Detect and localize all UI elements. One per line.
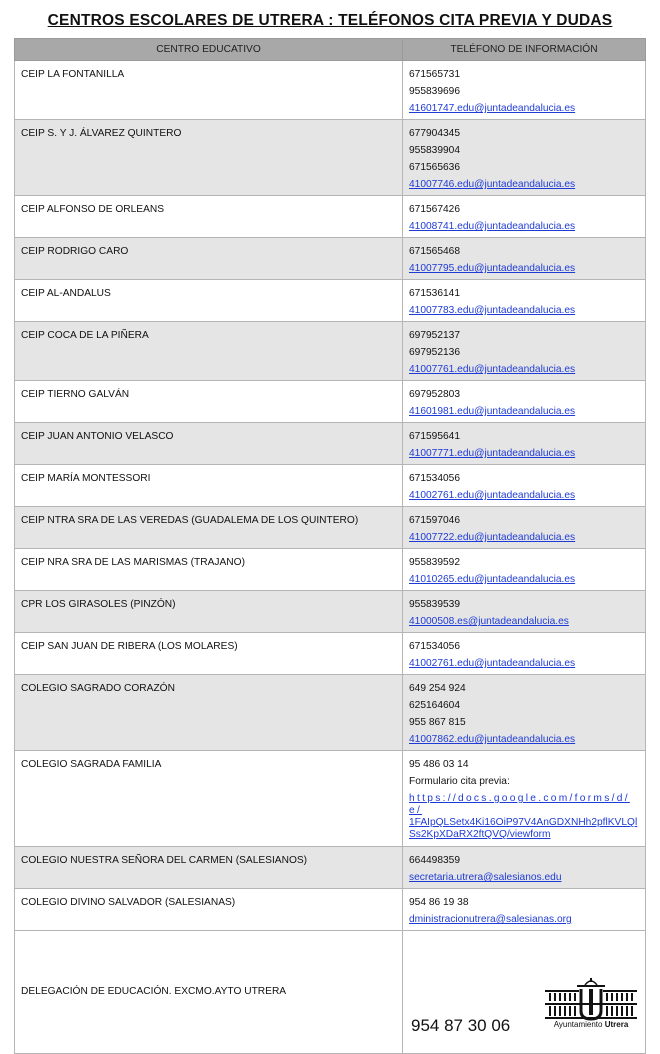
table-row: [15, 847, 646, 889]
ayuntamiento-logo: [543, 977, 639, 1033]
table-row: [15, 322, 646, 381]
table-header-row: [15, 39, 646, 61]
email-link[interactable]: 41007746.edu@juntadeandalucia.es: [409, 179, 576, 190]
center-name: COLEGIO SAGRADA FAMILIA: [21, 759, 162, 770]
phone-cell: [403, 931, 646, 1054]
phone-cell: [403, 889, 646, 931]
center-name: CEIP TIERNO GALVÁN: [21, 389, 130, 400]
center-cell: [15, 591, 403, 633]
phone-cell: [403, 591, 646, 633]
table-row: [15, 196, 646, 238]
logo-text-ayuntamiento: Ayuntamiento: [553, 1020, 603, 1029]
center-cell: [15, 507, 403, 549]
page-title: CENTROS ESCOLARES DE UTRERA : TELÉFONOS CITA PREVIA Y DUDAS: [47, 12, 613, 29]
center-cell: [15, 931, 403, 1054]
table-row: [15, 238, 646, 280]
phone-number: 697952137: [409, 330, 460, 341]
table-row: [15, 465, 646, 507]
table-row: [15, 381, 646, 423]
phone-number: 671534056: [409, 641, 460, 652]
center-cell: [15, 889, 403, 931]
center-cell: [15, 847, 403, 889]
email-link[interactable]: 41007783.edu@juntadeandalucia.es: [409, 305, 576, 316]
phone-cell: [403, 280, 646, 322]
phone-number: 671565731: [409, 69, 460, 80]
table-row: [15, 120, 646, 196]
phone-number: 697952803: [409, 389, 460, 400]
center-cell: [15, 280, 403, 322]
logo-text-utrera: Utrera: [604, 1020, 629, 1029]
schools-table: [14, 38, 646, 1054]
phone-number: 954 86 19 38: [409, 897, 469, 908]
email-link[interactable]: dministracionutrera@salesianas.org: [409, 914, 572, 925]
phone-number: 625164604: [409, 700, 460, 711]
phone-cell: [403, 423, 646, 465]
table-row: [15, 751, 646, 847]
phone-cell: [403, 507, 646, 549]
table-row: [15, 675, 646, 751]
phone-cell: [403, 61, 646, 120]
center-name: CEIP MARÍA MONTESSORI: [21, 473, 151, 484]
center-name: CEIP JUAN ANTONIO VELASCO: [21, 431, 174, 442]
phone-cell: [403, 381, 646, 423]
center-cell: [15, 675, 403, 751]
center-cell: [15, 381, 403, 423]
email-link[interactable]: 41000508.es@juntadeandalucia.es: [409, 616, 569, 627]
email-link[interactable]: secretaria.utrera@salesianos.edu: [409, 872, 562, 883]
center-name: COLEGIO DIVINO SALVADOR (SALESIANAS): [21, 897, 236, 908]
center-cell: [15, 633, 403, 675]
center-name: COLEGIO NUESTRA SEÑORA DEL CARMEN (SALESIANOS): [21, 855, 308, 866]
email-link[interactable]: 41007795.edu@juntadeandalucia.es: [409, 263, 576, 274]
center-name: CEIP ALFONSO DE ORLEANS: [21, 204, 165, 215]
center-cell: [15, 465, 403, 507]
phone-number: 955 867 815: [409, 717, 466, 728]
phone-number: 95 486 03 14: [409, 759, 469, 770]
phone-cell: [403, 465, 646, 507]
phone-cell: [403, 238, 646, 280]
phone-number: 671595641: [409, 431, 460, 442]
email-link[interactable]: 41002761.edu@juntadeandalucia.es: [409, 658, 576, 669]
center-name: CEIP AL-ANDALUS: [21, 288, 111, 299]
center-name: CEIP NTRA SRA DE LAS VEREDAS (GUADALEMA DE LOS QUINTERO): [21, 515, 359, 526]
phone-number: 671534056: [409, 473, 460, 484]
phone-number: 955839696: [409, 86, 460, 97]
email-link[interactable]: 41002761.edu@juntadeandalucia.es: [409, 490, 576, 501]
email-link[interactable]: 41008741.edu@juntadeandalucia.es: [409, 221, 576, 232]
center-cell: [15, 423, 403, 465]
center-name: CPR LOS GIRASOLES (PINZÓN): [21, 599, 176, 610]
phone-number: 677904345: [409, 128, 460, 139]
email-link[interactable]: 41601981.edu@juntadeandalucia.es: [409, 406, 576, 417]
header-phone: TELÉFONO DE INFORMACIÓN: [403, 39, 646, 61]
center-cell: [15, 120, 403, 196]
phone-number: 671565636: [409, 162, 460, 173]
phone-cell: [403, 120, 646, 196]
center-cell: [15, 751, 403, 847]
form-link-continued[interactable]: 1FAIpQLSetx4Ki16OiP97V4AnGDXNHh2pflKVLQlSs2KpXDaRX2ftQVQ/viewform: [409, 817, 638, 840]
phone-number: 671597046: [409, 515, 460, 526]
email-link[interactable]: 41010265.edu@juntadeandalucia.es: [409, 574, 576, 585]
phone-cell: [403, 847, 646, 889]
center-cell: [15, 196, 403, 238]
form-link[interactable]: https://docs.google.com/forms/d/e/: [409, 793, 630, 816]
center-name: CEIP SAN JUAN DE RIBERA (LOS MOLARES): [21, 641, 238, 652]
phone-cell: [403, 751, 646, 847]
town-hall-icon: [543, 977, 639, 1021]
center-name: CEIP LA FONTANILLA: [21, 69, 125, 80]
phone-number: 697952136: [409, 347, 460, 358]
table-row: [15, 280, 646, 322]
table-body: [15, 61, 646, 931]
center-cell: [15, 61, 403, 120]
table-row: [15, 549, 646, 591]
phone-cell: [403, 196, 646, 238]
phone-cell: [403, 549, 646, 591]
table-row: [15, 507, 646, 549]
center-name: CEIP COCA DE LA PIÑERA: [21, 330, 149, 341]
email-link[interactable]: 41007862.edu@juntadeandalucia.es: [409, 734, 576, 745]
header-center: CENTRO EDUCATIVO: [15, 39, 403, 61]
table-row: [15, 633, 646, 675]
table-row: [15, 889, 646, 931]
email-link[interactable]: 41007761.edu@juntadeandalucia.es: [409, 364, 576, 375]
center-name: CEIP RODRIGO CARO: [21, 246, 129, 257]
phone-number: 955839904: [409, 145, 460, 156]
phone-number: 649 254 924: [409, 683, 466, 694]
phone-number: 671567426: [409, 204, 460, 215]
table-row: [15, 61, 646, 120]
center-cell: [15, 549, 403, 591]
center-name: COLEGIO SAGRADO CORAZÓN: [21, 683, 175, 694]
email-link[interactable]: 41007722.edu@juntadeandalucia.es: [409, 532, 576, 543]
phone-number: 955839592: [409, 557, 460, 568]
phone-cell: [403, 633, 646, 675]
email-link[interactable]: 41007771.edu@juntadeandalucia.es: [409, 448, 576, 459]
table-row-delegacion: [15, 931, 646, 1054]
table-row: [15, 423, 646, 465]
phone-number: 955839539: [409, 599, 460, 610]
center-name: CEIP S. Y J. ÁLVAREZ QUINTERO: [21, 128, 182, 139]
phone-cell: [403, 675, 646, 751]
phone-number: 664498359: [409, 855, 460, 866]
email-link[interactable]: 41601747.edu@juntadeandalucia.es: [409, 103, 576, 114]
phone-cell: [403, 322, 646, 381]
center-cell: [15, 322, 403, 381]
center-cell: [15, 238, 403, 280]
center-name: CEIP NRA SRA DE LAS MARISMAS (TRAJANO): [21, 557, 245, 568]
center-name: DELEGACIÓN DE EDUCACIÓN. EXCMO.AYTO UTRERA: [21, 985, 287, 997]
delegacion-phone: 954 87 30 06: [411, 1016, 511, 1035]
logo-caption: [543, 1016, 639, 1033]
form-label: Formulario cita previa:: [409, 776, 510, 787]
phone-number: 671536141: [409, 288, 460, 299]
table-row: [15, 591, 646, 633]
phone-number: 671565468: [409, 246, 460, 257]
